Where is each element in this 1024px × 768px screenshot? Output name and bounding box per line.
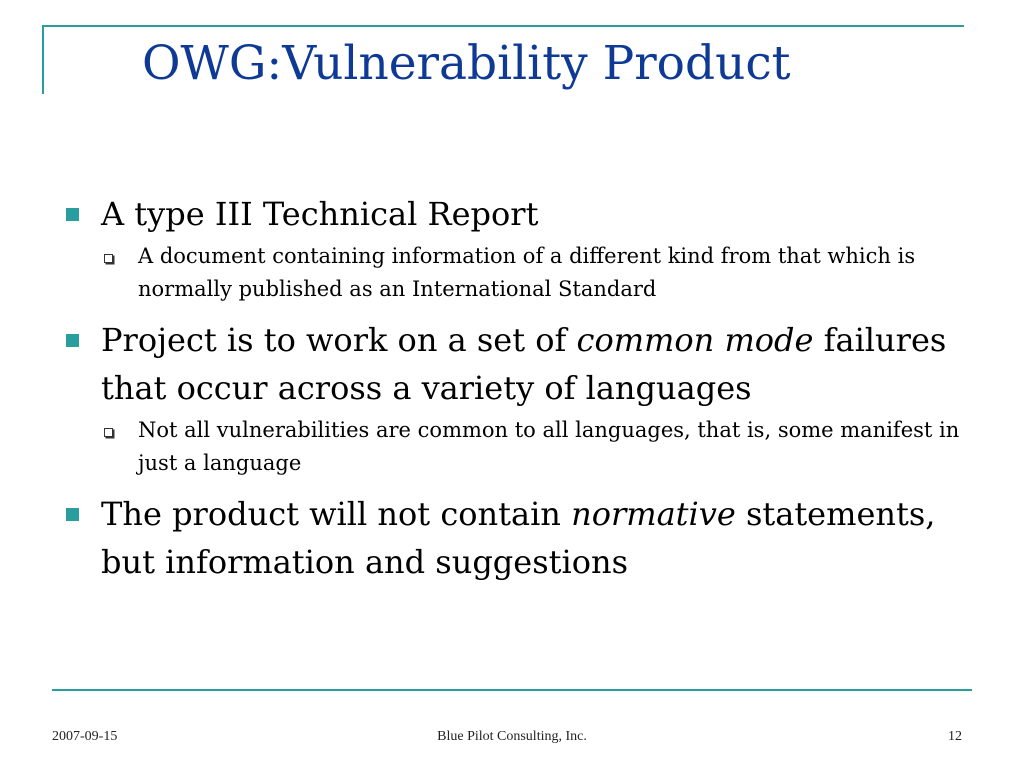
teal-square-bullet-icon [66,334,79,347]
sub-bullet-text: A document containing information of a different kind from that which is normally published as an International Standard [138,244,916,301]
footer-page-number: 12 [948,729,962,744]
bullet-text-emphasis: common mode [576,321,814,359]
sub-bullet-list [101,240,960,306]
bullet-item-product-content [60,490,960,586]
sub-bullet-item [101,414,960,480]
bullet-text-emphasis: normative [571,495,736,533]
slide-title: OWG:Vulnerability Product [142,36,791,91]
footer-date: 2007-09-15 [52,729,118,744]
bullet-text: A type III Technical Report [101,195,539,233]
frame-top-line [42,25,964,27]
bullet-list [60,190,960,586]
teal-square-bullet-icon [66,508,79,521]
frame-left-line [42,25,44,94]
sub-bullet-item [101,240,960,306]
teal-square-bullet-icon [66,208,79,221]
bullet-text-after: failures that occur across a variety of languages [101,321,947,407]
bullet-text-before: Project is to work on a set of [101,321,577,359]
bullet-text-after: statements, but information and suggestions [101,495,936,581]
bullet-item-technical-report [60,190,960,306]
bullet-text-before: The product will not contain [101,495,572,533]
footer-company: Blue Pilot Consulting, Inc. [437,729,587,744]
hollow-square-bullet-icon [104,254,113,263]
sub-bullet-text: Not all vulnerabilities are common to all languages, that is, some manifest in just a language [138,418,960,475]
footer-divider-line [52,689,972,691]
bullet-item-project-scope [60,316,960,480]
sub-bullet-list [101,414,960,480]
hollow-square-bullet-icon [104,428,113,437]
